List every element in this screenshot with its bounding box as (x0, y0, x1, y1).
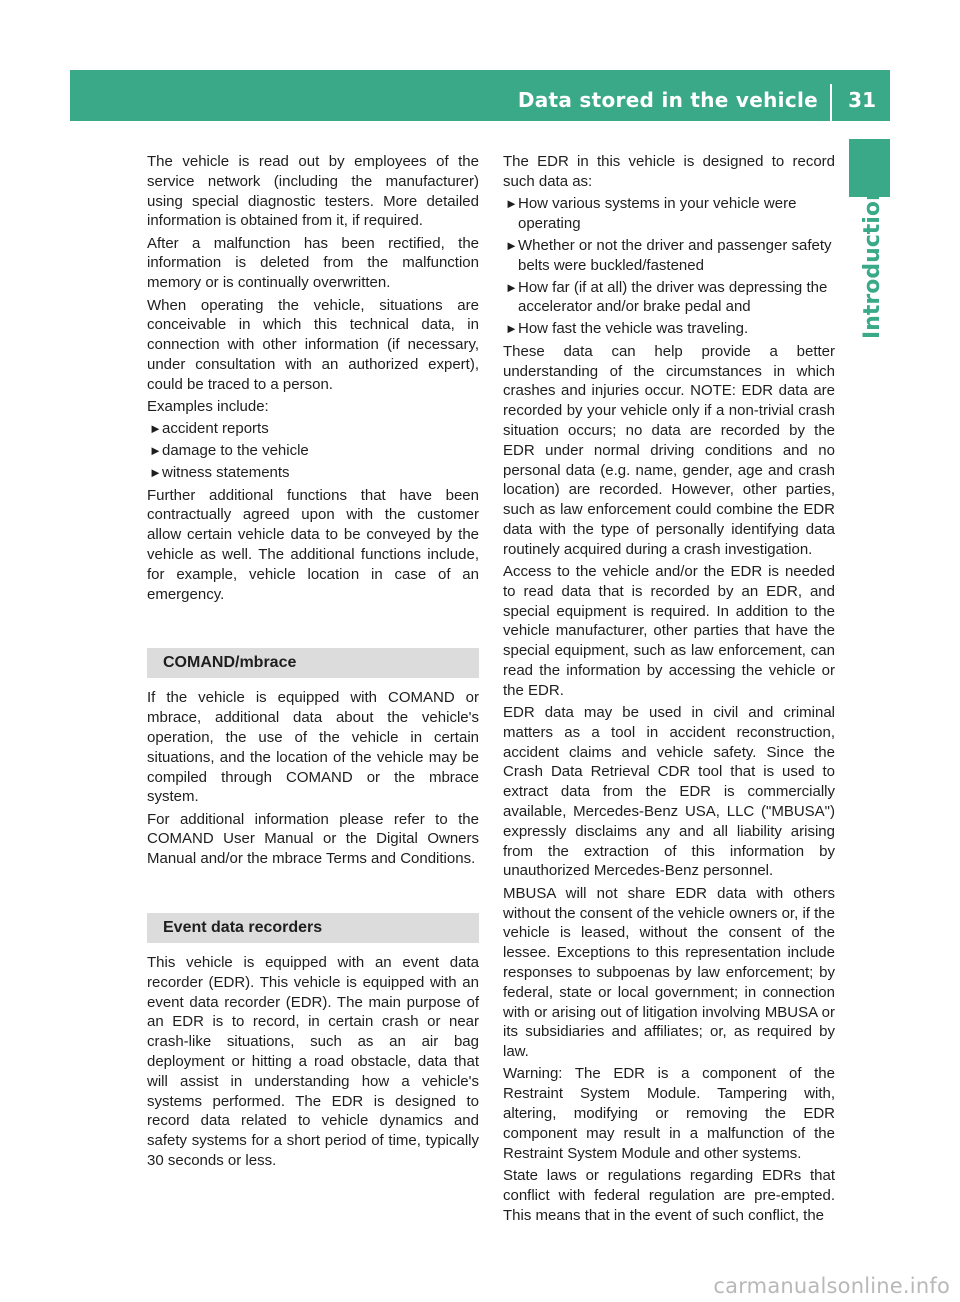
bullet-icon: ► (505, 196, 518, 212)
section-heading-comand: COMAND/mbrace (147, 648, 479, 678)
paragraph: EDR data may be used in civil and criminal matters as a tool in accident reconstruction, accident claims and vehicle safety. Since the Crash Data Retrieval CDR tool that is used to extract data from the EDR is commercially available, Mercedes-Benz USA, LLC ("MBUSA") expressly disclaims any and all liability arising from the extraction of this information by unauthorized Mercedes-Benz personnel. (503, 704, 835, 880)
list-item-text: Whether or not the driver and passenger safety belts were buckled/fastened (518, 236, 832, 274)
paragraph: Examples include: (147, 398, 269, 416)
list-item (503, 194, 835, 234)
left-column (147, 152, 479, 1173)
paragraph: The EDR in this vehicle is designed to record such data as: (503, 153, 835, 190)
paragraph: State laws or regulations regarding EDRs that conflict with federal regulation are pre-empted. This means that in the event of such conflict, the (503, 1166, 835, 1224)
bullet-icon: ► (149, 443, 162, 459)
paragraph: When operating the vehicle, situations are conceivable in which this technical data, in connection with other information (if necessary, under consultation with an authorized expert), could be traced to a person. (147, 296, 479, 393)
paragraph: This vehicle is equipped with an event data recorder (EDR). This vehicle is equipped with an event data recorder (EDR). The main purpose of an EDR is to record, in certain crash or near crash-like situations, such as an air bag deployment or hitting a road obstacle, data that will assist in understanding how a vehicle's systems performed. The EDR is designed to record data related to vehicle dynamics and safety systems for a short period of time, typically 30 seconds or less. (147, 954, 479, 1170)
side-tab-label: Introduction (860, 185, 885, 339)
paragraph: The vehicle is read out by employees of the service network (including the manufacturer) using special diagnostic testers. More detailed information is obtained from it, if required. (147, 153, 479, 230)
list-item-text: witness statements (162, 464, 290, 482)
list-item (147, 463, 479, 483)
paragraph: For additional information please refer to the COMAND User Manual or the Digital Owners Manual and/or the mbrace Terms and Conditions. (147, 810, 479, 868)
paragraph: If the vehicle is equipped with COMAND or mbrace, additional data about the vehicle's operation, the use of the vehicle in certain situations, and the location of the vehicle may be compiled through COMAND or the mbrace system. (147, 689, 479, 806)
paragraph: Warning: The EDR is a component of the Restraint System Module. Tampering with, altering, modifying or removing the EDR component may result in a malfunction of the Restraint System Module and other systems. (503, 1065, 835, 1162)
list-item-text: How fast the vehicle was traveling. (518, 320, 749, 338)
header-divider (830, 84, 832, 121)
bullet-icon: ► (149, 421, 162, 437)
list-item-text: How far (if at all) the driver was depressing the accelerator and/or brake pedal and (518, 278, 828, 316)
right-column (503, 152, 835, 1228)
header-title: Data stored in the vehicle (517, 88, 818, 112)
list-item-text: How various systems in your vehicle were operating (518, 195, 797, 232)
paragraph: MBUSA will not share EDR data with others without the consent of the vehicle owners or, if the vehicle is leased, without the consent of the lessee. Exceptions to this representation include responses to subpoenas by law enforcement; by federal, state or local government; in connection with or arising out of litigation involving MBUSA or its subsidiaries and affiliates; or, as required by law. (503, 884, 835, 1061)
examples-list (147, 419, 479, 483)
list-item (503, 236, 835, 276)
section-heading-edr: Event data recorders (147, 913, 479, 943)
list-item (503, 278, 835, 318)
list-item-text: accident reports (162, 420, 269, 438)
list-item (147, 441, 479, 461)
list-item (147, 419, 479, 439)
bullet-icon: ► (505, 321, 518, 337)
paragraph: After a malfunction has been rectified, the information is deleted from the malfunction memory or is continually overwritten. (147, 234, 479, 292)
paragraph: Access to the vehicle and/or the EDR is needed to read data that is recorded by an EDR, and special equipment is required. In addition to the vehicle manufacturer, other parties that have the special equipment, such as law enforcement, can read the information by accessing the vehicle or the EDR. (503, 563, 835, 699)
list-item-text: damage to the vehicle (162, 442, 309, 460)
bullet-icon: ► (505, 279, 518, 295)
page-number: 31 (848, 88, 876, 112)
watermark: carmanualsonline.info (713, 1274, 950, 1298)
paragraph: Further additional functions that have been contractually agreed upon with the customer allow certain vehicle data to be conveyed by the vehicle as well. The additional functions include, for example, vehicle location in case of an emergency. (147, 486, 479, 603)
bullet-icon: ► (149, 465, 162, 481)
edr-data-list (503, 194, 835, 339)
paragraph: These data can help provide a better understanding of the circumstances in which crashes and injuries occur. NOTE: EDR data are recorded by your vehicle only if a non-trivial crash situation occurs; no data are recorded by the EDR under normal driving conditions and no personal data (e.g. name, gender, age and crash location) are recorded. However, other parties, such as law enforcement could combine the EDR data with the type of personally identifying data routinely acquired during a crash investigation. (503, 342, 835, 558)
header-bar (70, 70, 890, 121)
bullet-icon: ► (505, 237, 518, 253)
list-item (503, 319, 835, 339)
